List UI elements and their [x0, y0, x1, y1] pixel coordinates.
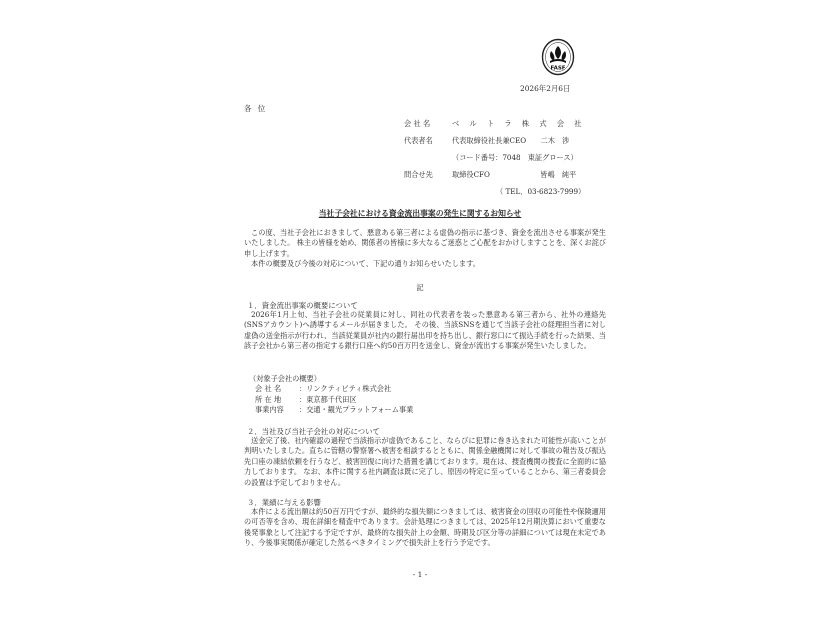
- info-key: 代表者名: [404, 136, 433, 145]
- info-value: （ TEL．03-6823-7999）: [496, 187, 586, 196]
- subsidiary-row: [249, 395, 413, 405]
- section-paragraph: 本件による流出額は約50百万円ですが、最終的な損失額につきましては、被害資金の回収の可能性や保険適用の可否等を含め、現在詳細を精査中であります。会計処理につきましては、2025年12月期決算において重要な後発事象として注記する予定ですが、最終的な損失計上の金額、時期及び区分等の詳細については現在未定であり、今後事実関係が確定した然るべきタイミングで損失計上を行う予定です。: [244, 507, 606, 548]
- page-number: - 1 -: [412, 570, 428, 579]
- info-row-representative: [404, 132, 586, 149]
- info-key: [404, 149, 452, 166]
- subsidiary-row: [249, 405, 413, 415]
- subsidiary-key: 事業内容: [255, 405, 284, 415]
- section-heading-3: ３．業績に与える影響: [247, 498, 321, 507]
- ki-marker: 記: [416, 283, 424, 292]
- subsidiary-value: ：リンクティビティ株式会社: [299, 384, 392, 394]
- document-date: 2026年2月6日: [520, 84, 571, 93]
- section-paragraph: 送金完了後、社内確認の過程で当該指示が虚偽であること、ならびに犯罪に巻き込まれた可能性が高いことが判明いたしました。直ちに管轄の警察署へ被害を相談するとともに、関係金融機関に対して事故の報告及び振込先口座の凍結依頼を行うなど、被害回復に向けた措置を講じております。現在は、捜査機関の捜査に全面的に協力しております。 なお、本件に関する社内調査は既に完了し、原因の特定に至っていることから、第三者委員会の設置は予定しておりません。: [244, 436, 606, 487]
- company-info: [404, 115, 586, 200]
- intro-paragraph: 本件の概要及び今後の対応について、下記の通りお知らせいたします。: [251, 259, 480, 269]
- section-body-3: [244, 507, 606, 549]
- info-row-contact: [404, 166, 586, 183]
- subsidiary-heading: （対象子会社の概要）: [249, 374, 321, 383]
- info-row-company: [404, 115, 586, 132]
- logo-text: FASF: [550, 65, 566, 72]
- intro: [244, 228, 606, 270]
- info-value: 代表取締役社長兼CEO 二木 渉: [452, 136, 570, 145]
- info-row-tel: [404, 183, 586, 200]
- addressee: 各位: [244, 104, 272, 113]
- fasf-logo-icon: [541, 38, 575, 76]
- subsidiary-key: 会 社 名: [255, 384, 282, 394]
- info-value: ベ ル ト ラ 株 式 会 社: [452, 119, 586, 128]
- subsidiary-key: 所 在 地: [255, 394, 282, 404]
- info-key: 問合せ先: [404, 170, 433, 179]
- info-value: 取締役CFO 皆嶋 純平: [452, 170, 577, 179]
- section-heading-2: ２．当社及び当社子会社の対応について: [247, 427, 380, 436]
- info-key: [404, 183, 452, 200]
- section-body-1: [244, 310, 606, 352]
- subsidiary-overview: [249, 374, 413, 416]
- info-value: （コード番号：7048 東証グロース）: [452, 153, 578, 162]
- info-key: 会 社 名: [404, 119, 431, 128]
- section-body-2: [244, 436, 606, 488]
- section-heading-1: １．資金流出事案の概要について: [247, 301, 358, 310]
- info-row-code: [404, 149, 586, 166]
- section-paragraph: 2026年1月上旬、当社子会社の従業員に対し、同社の代表者を装った悪意ある第三者から、社外の連絡先(SNSアカウント)へ誘導するメールが届きました。 その後、当該SNSを通じて当該子会社の経理担当者に対し虚偽の送金指示が行われ、当該従業員が社内の銀行届出印を持ち出し、銀行窓口にて振込手続を行った結果、当該子会社から第三者の指定する銀行口座へ約50百万円を送金し、資金が流出する事案が発生いたしました。: [244, 310, 606, 351]
- document-title: 当社子会社における資金流出事案の発生に関するお知らせ: [318, 209, 522, 218]
- subsidiary-value: ：交通・観光プラットフォーム事業: [299, 405, 414, 415]
- intro-paragraph: この度、当社子会社におきまして、悪意ある第三者による虚偽の指示に基づき、資金を流出させる事案が発生いたしました。 株主の皆様を始め、関係者の皆様に多大なるご迷惑とご心配をおかけしますことを、深くお詫び申し上げます。: [244, 228, 606, 258]
- subsidiary-value: ：東京都千代田区: [299, 394, 357, 404]
- subsidiary-row: [249, 384, 413, 394]
